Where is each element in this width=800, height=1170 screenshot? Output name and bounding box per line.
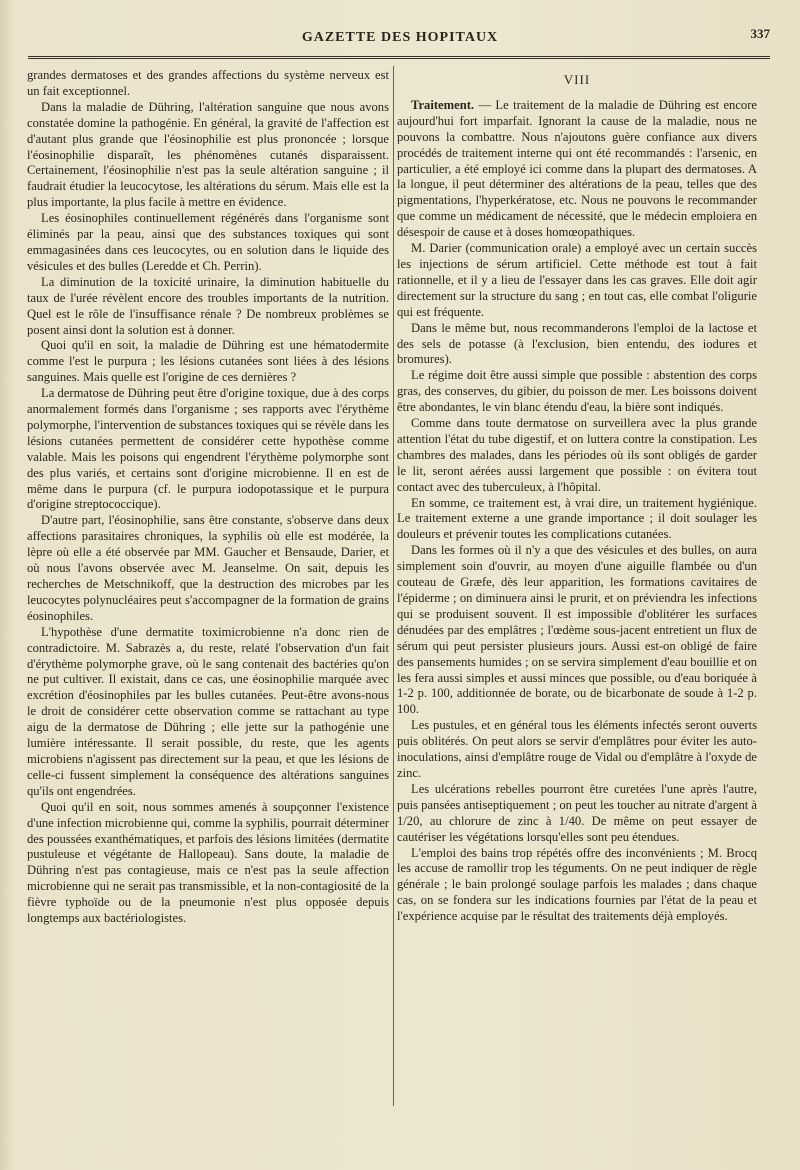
column-divider (393, 66, 394, 1106)
paragraph: Dans le même but, nous recommanderons l'emploi de la lactose et des sels de potasse (à l'exclusion, bien entendu, des iodures et bromures). (397, 320, 757, 367)
paragraph: En somme, ce traitement est, à vrai dire, un traitement hygiénique. Le traitement externe a une grande importance ; il doit soulager les douleurs et prévenir toutes les complications cutanées. (397, 495, 757, 542)
paragraph: L'hypothèse d'une dermatite toximicrobienne n'a donc rien de contradictoire. M. Sabrazès a, du reste, relaté l'observation d'un fait d'érythème polymorphe grave, où le sang contenait des bactéries qu'on ne put cultiver. Il existait, dans ce cas, une éosinophilie marquée avec excrétion d'éosinophiles par les bulles cutanées. Peut-être avons-nous le droit de considérer cette observation comme se rattachant au type aigu de la dermatose de Dühring ; elle jette sur la pathogénie une lumière intéressante. Il serait possible, du reste, que les agents microbiens n'agissent pas directement sur la peau, et que les lésions de celle-ci fussent simplement la conséquence des altérations sanguines qu'ils ont engendrées. (27, 624, 389, 798)
paragraph: Les ulcérations rebelles pourront être curetées l'une après l'autre, puis pansées antiseptiquement ; on peut les toucher au nitrate d'argent à 1/20, au chlorure de zinc à 1/40. De même on peut essayer de cautériser les végétations lorsqu'elles sont peu étendues. (397, 781, 757, 844)
paragraph (397, 98, 757, 241)
left-column (27, 68, 389, 927)
paragraph: Les pustules, et en général tous les éléments infectés seront ouverts puis oblitérés. On peut alors se servir d'emplâtres pour éviter les auto-inoculations, ainsi d'emplâtre rouge de Vidal ou d'emplâtre à l'oxyde de zinc. (397, 718, 757, 780)
paragraph: grandes dermatoses et des grandes affections du système nerveux est un fait exceptionnel. (27, 68, 389, 98)
paragraph: La diminution de la toxicité urinaire, la diminution habituelle du taux de l'urée révèlent encore des troubles importants de la nutrition. Quel est le rôle de l'insuffisance rénale ? De nombreux problèmes se posent ainsi dont la solution est à donner. (27, 274, 389, 337)
paragraph: Les éosinophiles continuellement régénérés dans l'organisme sont éliminés par la peau, ainsi que des substances toxiques qui sont emmagasinées dans ces leucocytes, ou en solution dans le liquide des vésicules et des bulles (Leredde et Ch. Perrin). (27, 211, 389, 273)
paragraph: Quoi qu'il en soit, la maladie de Dühring est une hématodermite comme l'est le purpura ; les lésions cutanées sont liées à des lésions sanguines. Mais quelle est l'origine de ces dernières ? (27, 338, 389, 385)
section-number: VIII (563, 72, 591, 87)
paragraph: La dermatose de Dühring peut être d'origine toxique, due à des corps anormalement formés dans l'organisme ; ses rapports avec l'érythème polymorphe, l'intervention de substances toxiques qui se révèle dans les lésions cutanées permettent de considérer cette hypothèse comme valable. Mais les poisons qui engendrent l'érythème polymorphe sont des plus variés, et certains sont d'origine microbienne. Il en est de même dans le purpura (cf. le purpura iodopotassique et le purpura d'origine streptococcique). (27, 386, 389, 512)
paragraph: D'autre part, l'éosinophilie, sans être constante, s'observe dans deux affections parasitaires chroniques, la syphilis où elle est modérée, la lèpre où elle a été observée par MM. Gaucher et Bensaude, Darier, et où nous l'avons observée avec M. Jeanselme. On sait, depuis les recherches de Metschnikoff, que la destruction des microbes par les leucocytes polynucléaires peut s'accompagner de la formation de grains éosinophiles. (27, 513, 389, 623)
paragraph-text: — Le traitement de la maladie de Dühring est encore aujourd'hui fort imparfait. Ignorant la cause de la maladie, nous ne pouvons la combattre. Nous n'ajoutons guère confiance aux divers procédés de traitement interne qui ont été recommandés : l'arsenic, en particulier, a été employé ici comme dans la plupart des dermatoses. A la longue, il peut déterminer des altérations de la peau, telles que des pigmentations, l'hyperkératose, etc. Nous ne pouvons le recommander que comme un médicament de nécessité, que le médecin emploiera en désespoir de cause et à doses homœopathiques. (397, 97, 757, 240)
paragraph: Le régime doit être aussi simple que possible : abstention des corps gras, des conserves, du gibier, du poisson de mer. Les boissons doivent être abondantes, le vin blanc étendu d'eau, la bière sont indiqués. (397, 368, 757, 415)
paragraph: Dans la maladie de Dühring, l'altération sanguine que nous avons constatée domine la pathogénie. En général, la gravité de l'affection est d'autant plus grande que l'éosinophilie est plus prononcée ; lorsque l'éosinophilie disparaît, les phénomènes cutanés disparaissent. Certainement, l'éosinophilie n'est pas la seule altération sanguine ; il faudrait étudier la leucocytose, les altérations du sérum. Mais elle est la plus importante, la plus facile à mettre en évidence. (27, 99, 389, 210)
paragraph: M. Darier (communication orale) a employé avec un certain succès les injections de sérum artificiel. Cette méthode est tout à fait rationnelle, et il y a lieu de l'essayer dans les cas graves. Elle doit agir directement sur la structure du sang ; en tout cas, elle combat l'oligurie qui est fréquente. (397, 241, 757, 319)
paragraph: Quoi qu'il en soit, nous sommes amenés à soupçonner l'existence d'une infection microbienne qui, comme la syphilis, pourrait déterminer des poussées exanthématiques, et parfois des lésions limitées (dermatite pustuleuse et végétante de Hallopeau). Sans doute, la maladie de Dühring n'est pas contagieuse, mais ce n'est pas la seule affection microbienne qui ne serait pas transmissible, et la non-contagiosité de la fièvre typhoïde ou de la pneumonie n'est plus opposée depuis longtemps aux bactériologistes. (27, 799, 389, 926)
journal-title: GAZETTE DES HOPITAUX (301, 30, 499, 45)
page-number: 337 (750, 26, 770, 41)
page-header (30, 24, 770, 54)
paragraph: Dans les formes où il n'y a que des vésicules et des bulles, on aura simplement soin d'ouvrir, au moyen d'une aiguille flambée ou d'un couteau de Græfe, dès leur apparition, les formations cavitaires de l'épiderme ; on diminuera ainsi le prurit, et on préviendra les infections qui se produisent souvent. Il est impossible d'oblitérer les surfaces dénudées par des emplâtres ; l'œdème sous-jacent entretient un flux de sérum qui peut persister plusieurs jours. Aussi est-on obligé de faire des pansements humides ; on se servira simplement d'eau bouillie et on les fera aussi simples et aussi minces que possible, ou d'eau boriquée à 1-2 p. 100, additionnée de borate, ou de bicarbonate de soude à 1-2 p. 100. (397, 543, 757, 717)
paragraph: Comme dans toute dermatose on surveillera avec la plus grande attention l'état du tube digestif, et on luttera contre la constipation. Les chambres des malades, dans les périodes où ils sont obligés de garder le lit, seront aérées aussi largement que possible : on évitera tout contact avec des tuberculeux, à l'hôpital. (397, 416, 757, 494)
paragraph: L'emploi des bains trop répétés offre des inconvénients ; M. Brocq les accuse de ramollir trop les téguments. On ne peut indiquer de règle générale ; le bain prolongé soulage parfois les malades ; dans chaque cas, on se fondera sur les indications fournies par l'état de la peau et l'expérience acquise par le résultat des traitements déjà employés. (397, 845, 757, 924)
header-rule (28, 56, 770, 59)
section-lead-word: Traitement. (411, 97, 475, 112)
right-column (397, 68, 757, 925)
